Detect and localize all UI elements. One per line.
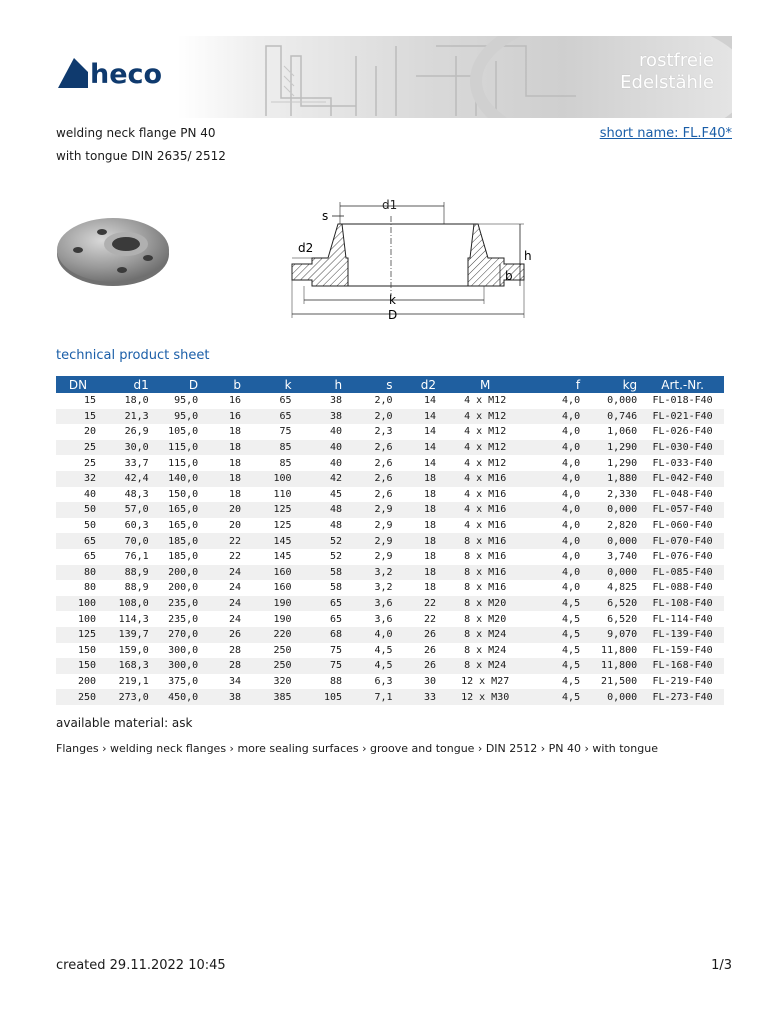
table-row [56, 502, 724, 518]
table-cell: 18,0 [124, 395, 149, 407]
logo-text: heco [90, 59, 163, 90]
table-cell: 375,0 [168, 675, 199, 687]
table-cell: 18 [397, 502, 440, 518]
table-cell: 28 [229, 644, 242, 656]
table-row [56, 611, 724, 627]
table-cell: 25 [83, 457, 96, 469]
table-cell: 95,0 [153, 409, 202, 425]
table-row [56, 533, 724, 549]
table-cell: 2,6 [374, 457, 393, 469]
table-cell: 50 [83, 520, 96, 532]
column-header: D [153, 376, 202, 393]
table-header-row [56, 376, 724, 393]
table-cell: 30 [423, 675, 436, 687]
table-cell: 24 [229, 582, 242, 594]
flange-dimensions-table [56, 376, 724, 705]
table-cell: 60,3 [124, 520, 149, 532]
table-cell: 0,000 [584, 533, 641, 549]
table-row [56, 518, 724, 534]
table-row [56, 471, 724, 487]
table-cell: 3,6 [346, 596, 397, 612]
table-cell: 48 [330, 520, 343, 532]
table-cell: 21,3 [100, 409, 153, 425]
table-row [56, 424, 724, 440]
table-cell: 75 [296, 658, 347, 674]
table-cell: 48 [296, 502, 347, 518]
table-cell: 18 [423, 582, 436, 594]
table-cell: 4,5 [562, 644, 581, 656]
table-cell: 14 [423, 395, 436, 407]
table-cell: 12 x M30 [440, 689, 530, 705]
table-cell: 125 [245, 502, 296, 518]
table-cell: 14 [397, 440, 440, 456]
table-cell: 42 [296, 471, 347, 487]
table-cell: 32 [56, 471, 100, 487]
table-cell: 58 [296, 565, 347, 581]
table-cell: 3,740 [607, 551, 638, 563]
table-cell: 18 [423, 520, 436, 532]
table-cell: 4 x M16 [440, 471, 530, 487]
table-cell: 4,5 [562, 613, 581, 625]
table-cell: 450,0 [153, 689, 202, 705]
table-cell: 65 [296, 596, 347, 612]
table-cell: 11,800 [601, 644, 638, 656]
table-cell: 100 [56, 596, 100, 612]
column-header: f [530, 376, 584, 393]
column-header: h [296, 376, 347, 393]
table-cell: 18 [397, 565, 440, 581]
table-cell: 200 [77, 675, 96, 687]
table-cell: FL-042-F40 [641, 471, 724, 487]
table-cell: 4,0 [530, 502, 584, 518]
table-row [56, 455, 724, 471]
table-cell: 8 x M16 [464, 582, 507, 594]
table-row [56, 580, 724, 596]
table-cell: 18 [229, 426, 242, 438]
table-cell: 160 [273, 582, 292, 594]
table-cell: 2,0 [374, 395, 393, 407]
table-row [56, 627, 724, 643]
table-cell: 385 [245, 689, 296, 705]
table-cell: 4,0 [562, 551, 581, 563]
table-cell: 30,0 [100, 440, 153, 456]
table-cell: 26 [397, 658, 440, 674]
breadcrumb[interactable]: Flanges › welding neck flanges › more sealing surfaces › groove and tongue › DIN 2512 › PN 40 › with tongue [56, 742, 658, 755]
table-cell: 85 [279, 457, 292, 469]
table-cell: 114,3 [118, 613, 149, 625]
table-row [56, 393, 724, 409]
table-cell: 24 [202, 565, 245, 581]
table-row [56, 674, 724, 690]
table-cell: FL-076-F40 [652, 551, 713, 563]
table-cell: 24 [202, 596, 245, 612]
table-cell: 8 x M16 [440, 533, 530, 549]
table-cell: 270,0 [153, 627, 202, 643]
table-cell: 108,0 [100, 596, 153, 612]
column-header: d1 [100, 376, 153, 393]
table-cell: 8 x M20 [464, 613, 507, 625]
table-cell: 160 [245, 565, 296, 581]
table-cell: 4 x M12 [440, 409, 530, 425]
table-cell: 6,3 [374, 675, 393, 687]
label-b: b [505, 269, 513, 283]
material-note: available material: ask [56, 716, 193, 730]
table-cell: 40 [83, 488, 96, 500]
table-cell: FL-168-F40 [641, 658, 724, 674]
table-cell: 235,0 [168, 613, 199, 625]
table-cell: 26 [202, 627, 245, 643]
table-cell: 220 [245, 627, 296, 643]
table-cell: 80 [56, 565, 100, 581]
flange-photo [56, 208, 170, 292]
table-cell: 4 x M16 [440, 502, 530, 518]
table-cell: FL-159-F40 [652, 644, 713, 656]
table-cell: FL-088-F40 [652, 582, 713, 594]
table-cell: 65 [330, 613, 343, 625]
table-cell: 65 [83, 551, 96, 563]
table-cell: 75 [279, 426, 292, 438]
table-cell: 273,0 [100, 689, 153, 705]
table-cell: 2,0 [346, 409, 397, 425]
table-cell: 2,9 [374, 520, 393, 532]
table-row [56, 658, 724, 674]
table-cell: FL-273-F40 [641, 689, 724, 705]
table-cell: 200,0 [168, 582, 199, 594]
table-cell: 105,0 [168, 426, 199, 438]
table-cell: 1,290 [607, 457, 638, 469]
table-cell: 34 [229, 675, 242, 687]
table-cell: FL-219-F40 [652, 675, 713, 687]
table-cell: 22 [397, 596, 440, 612]
label-s: s [322, 209, 329, 223]
section-title: technical product sheet [56, 348, 210, 363]
table-cell: 150 [77, 644, 96, 656]
table-cell: 42,4 [100, 471, 153, 487]
table-row [56, 565, 724, 581]
table-cell: 159,0 [118, 644, 149, 656]
table-cell: 18 [397, 533, 440, 549]
table-cell: 4 x M12 [440, 440, 530, 456]
table-cell: 125 [56, 627, 100, 643]
table-cell: 125 [273, 520, 292, 532]
table-cell: 4 x M12 [464, 426, 507, 438]
table-cell: 4 x M12 [464, 395, 507, 407]
table-cell: 4,0 [346, 627, 397, 643]
table-cell: 4,0 [562, 488, 581, 500]
table-cell: 14 [397, 409, 440, 425]
table-cell: 18 [202, 471, 245, 487]
table-cell: 70,0 [100, 533, 153, 549]
table-cell: 168,3 [100, 658, 153, 674]
table-cell: 38 [296, 409, 347, 425]
product-subtitle: with tongue DIN 2635/ 2512 [56, 149, 226, 163]
table-cell: 4,825 [607, 582, 638, 594]
table-cell: FL-033-F40 [652, 457, 713, 469]
table-cell: 18 [229, 457, 242, 469]
table-cell: 105 [296, 689, 347, 705]
table-cell: 88,9 [124, 582, 149, 594]
table-cell: 22 [423, 613, 436, 625]
table-cell: 52 [296, 533, 347, 549]
table-cell: 22 [202, 533, 245, 549]
table-cell: 38 [330, 395, 343, 407]
table-cell: 0,000 [584, 502, 641, 518]
table-cell: 8 x M16 [440, 565, 530, 581]
table-cell: 25 [56, 440, 100, 456]
table-cell: 88,9 [100, 565, 153, 581]
table-cell: 0,000 [584, 689, 641, 705]
table-cell: 2,330 [607, 488, 638, 500]
label-D: D [388, 308, 398, 322]
table-cell: 0,000 [584, 565, 641, 581]
table-cell: 20 [202, 502, 245, 518]
table-cell: 4,5 [530, 596, 584, 612]
table-cell: 58 [330, 582, 343, 594]
table-cell: 26,9 [124, 426, 149, 438]
table-cell: 6,520 [584, 596, 641, 612]
table-cell: 150,0 [168, 488, 199, 500]
column-header: b [202, 376, 245, 393]
table-cell: FL-108-F40 [641, 596, 724, 612]
table-cell: 250 [245, 658, 296, 674]
table-row [56, 409, 724, 425]
table-cell: 2,6 [374, 488, 393, 500]
table-cell: 2,3 [374, 426, 393, 438]
table-cell: 40 [330, 426, 343, 438]
table-cell: 4,0 [530, 440, 584, 456]
table-cell: 8 x M24 [440, 627, 530, 643]
table-cell: FL-048-F40 [652, 488, 713, 500]
table-cell: 20 [229, 520, 242, 532]
column-header: s [346, 376, 397, 393]
table-cell: 4,5 [562, 675, 581, 687]
table-cell: 18 [423, 551, 436, 563]
table-cell: 3,2 [374, 582, 393, 594]
table-cell: 4 x M16 [464, 488, 507, 500]
table-cell: 200,0 [153, 565, 202, 581]
table-cell: 20 [83, 426, 96, 438]
table-cell: 300,0 [153, 658, 202, 674]
label-d2: d2 [298, 241, 314, 255]
table-cell: 65 [279, 395, 292, 407]
table-cell: 0,000 [607, 395, 638, 407]
table-cell: 110 [273, 488, 292, 500]
table-cell: 4 x M12 [464, 457, 507, 469]
slogan-line-1: rostfreie [639, 50, 714, 71]
table-cell: 16 [202, 409, 245, 425]
product-title: welding neck flange PN 40 [56, 126, 216, 140]
table-cell: 4,5 [530, 658, 584, 674]
table-cell: 2,9 [346, 502, 397, 518]
short-name-link[interactable]: short name: FL.F40* [599, 126, 732, 141]
table-cell: 33 [397, 689, 440, 705]
table-cell: 0,746 [584, 409, 641, 425]
table-cell: 68 [296, 627, 347, 643]
table-cell: 7,1 [346, 689, 397, 705]
column-header: DN [56, 376, 100, 393]
table-cell: 4,0 [562, 395, 581, 407]
table-cell: 2,6 [346, 440, 397, 456]
table-cell: 14 [423, 426, 436, 438]
table-cell: 12 x M27 [461, 675, 510, 687]
column-header: d2 [397, 376, 440, 393]
table-cell: 40 [330, 457, 343, 469]
table-cell: FL-085-F40 [641, 565, 724, 581]
table-cell: 4,5 [346, 658, 397, 674]
table-cell: 139,7 [100, 627, 153, 643]
table-cell: 52 [330, 551, 343, 563]
flange-cross-section-drawing [278, 196, 538, 324]
table-cell: FL-057-F40 [641, 502, 724, 518]
table-cell: 40 [296, 440, 347, 456]
table-cell: 4,5 [530, 627, 584, 643]
table-cell: 250 [56, 689, 100, 705]
table-cell: 185,0 [168, 551, 199, 563]
table-cell: 190 [273, 613, 292, 625]
table-cell: FL-026-F40 [652, 426, 713, 438]
table-cell: 1,880 [584, 471, 641, 487]
table-cell: 165,0 [153, 502, 202, 518]
table-cell: 38 [202, 689, 245, 705]
table-cell: 4,5 [374, 644, 393, 656]
table-cell: 4,0 [562, 582, 581, 594]
table-cell: 26 [397, 627, 440, 643]
table-cell: 1,060 [607, 426, 638, 438]
table-cell: 95,0 [174, 395, 199, 407]
table-cell: 4,0 [562, 520, 581, 532]
table-cell: 4,0 [530, 409, 584, 425]
table-row [56, 549, 724, 565]
table-cell: 21,500 [601, 675, 638, 687]
table-cell: 14 [423, 457, 436, 469]
table-cell: 115,0 [168, 457, 199, 469]
table-cell: 1,290 [584, 440, 641, 456]
table-cell: FL-018-F40 [652, 395, 713, 407]
table-cell: 190 [245, 596, 296, 612]
table-cell: 8 x M24 [440, 658, 530, 674]
table-cell: 2,9 [346, 533, 397, 549]
table-cell: 50 [56, 502, 100, 518]
column-header: kg [584, 376, 641, 393]
table-row [56, 440, 724, 456]
table-cell: 4,0 [562, 457, 581, 469]
table-row [56, 689, 724, 705]
table-cell: 15 [83, 395, 96, 407]
table-cell: FL-021-F40 [641, 409, 724, 425]
table-cell: 8 x M24 [464, 644, 507, 656]
table-cell: 235,0 [153, 596, 202, 612]
table-cell: 100 [77, 613, 96, 625]
label-h: h [524, 249, 532, 263]
table-cell: 9,070 [584, 627, 641, 643]
table-cell: 100 [245, 471, 296, 487]
table-cell: FL-114-F40 [652, 613, 713, 625]
table-cell: 4,5 [530, 689, 584, 705]
table-cell: 18 [397, 471, 440, 487]
table-cell: 4,0 [530, 471, 584, 487]
table-cell: 18 [202, 440, 245, 456]
table-cell: 3,2 [346, 565, 397, 581]
table-cell: 16 [229, 395, 242, 407]
table-cell: 45 [330, 488, 343, 500]
column-header: k [245, 376, 296, 393]
table-cell: 65 [245, 409, 296, 425]
table-cell: 3,6 [374, 613, 393, 625]
table-cell: 15 [56, 409, 100, 425]
slogan [620, 50, 714, 94]
column-header: M [440, 376, 530, 393]
table-cell: 145 [273, 551, 292, 563]
table-cell: 88 [330, 675, 343, 687]
table-cell: 4,0 [530, 533, 584, 549]
label-k: k [389, 293, 396, 307]
table-cell: 140,0 [153, 471, 202, 487]
page-number: 1/3 [711, 958, 732, 973]
table-cell: 2,820 [607, 520, 638, 532]
table-cell: 18 [423, 488, 436, 500]
table-cell: 24 [229, 613, 242, 625]
column-header: Art.-Nr. [641, 376, 724, 393]
header-banner [56, 36, 732, 118]
table-cell: 76,1 [124, 551, 149, 563]
table-cell: 85 [245, 440, 296, 456]
table-cell: 4 x M16 [464, 520, 507, 532]
table-cell: 165,0 [168, 520, 199, 532]
table-cell: 65 [56, 533, 100, 549]
table-cell: 11,800 [584, 658, 641, 674]
label-d1: d1 [382, 198, 398, 212]
table-cell: FL-030-F40 [641, 440, 724, 456]
table-cell: 300,0 [168, 644, 199, 656]
table-cell: 219,1 [118, 675, 149, 687]
table-cell: 75 [330, 644, 343, 656]
table-cell: 8 x M16 [464, 551, 507, 563]
table-cell: FL-139-F40 [641, 627, 724, 643]
table-row [56, 643, 724, 659]
table-cell: 4,0 [530, 565, 584, 581]
table-cell: 48,3 [124, 488, 149, 500]
table-cell: 33,7 [124, 457, 149, 469]
slogan-line-2: Edelstähle [620, 72, 714, 93]
created-timestamp: created 29.11.2022 10:45 [56, 958, 226, 973]
table-cell: 250 [273, 644, 292, 656]
table-cell: 4,0 [562, 426, 581, 438]
table-cell: 150 [56, 658, 100, 674]
table-body [56, 393, 724, 705]
table-cell: 28 [202, 658, 245, 674]
table-cell: 2,9 [374, 551, 393, 563]
table-cell: 8 x M20 [440, 596, 530, 612]
table-cell: 320 [273, 675, 292, 687]
table-cell: 18 [229, 488, 242, 500]
table-cell: 115,0 [153, 440, 202, 456]
table-row [56, 487, 724, 503]
table-cell: 26 [423, 644, 436, 656]
table-cell: 57,0 [100, 502, 153, 518]
table-cell: FL-060-F40 [652, 520, 713, 532]
table-cell: 6,520 [607, 613, 638, 625]
table-row [56, 596, 724, 612]
table-cell: 80 [83, 582, 96, 594]
table-cell: 185,0 [153, 533, 202, 549]
table-cell: 145 [245, 533, 296, 549]
table-cell: FL-070-F40 [641, 533, 724, 549]
table-cell: 22 [229, 551, 242, 563]
table-cell: 2,6 [346, 471, 397, 487]
